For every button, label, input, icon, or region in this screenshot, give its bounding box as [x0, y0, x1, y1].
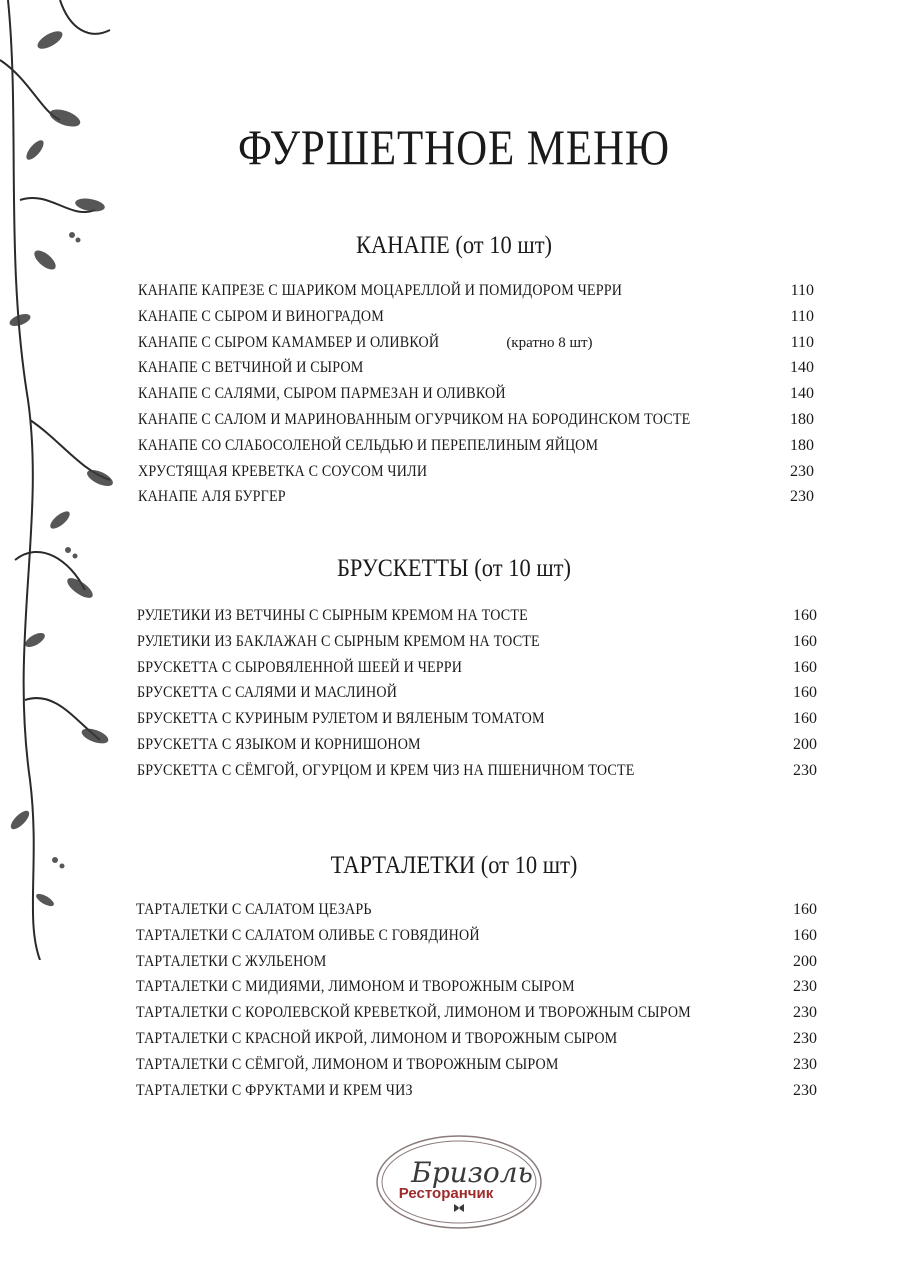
item-name: БРУСКЕТТА С КУРИНЫМ РУЛЕТОМ И ВЯЛЕНЫМ ТОМАТОМ: [137, 710, 545, 728]
item-price: 230: [793, 1029, 817, 1047]
list-item: [138, 278, 814, 304]
item-name: ХРУСТЯЩАЯ КРЕВЕТКА С СОУСОМ ЧИЛИ: [138, 462, 428, 480]
list-item: [138, 304, 814, 330]
list-item: [136, 897, 817, 923]
item-name: ТАРТАЛЕТКИ С ФРУКТАМИ И КРЕМ ЧИЗ: [136, 1081, 413, 1099]
item-price: 160: [793, 607, 817, 624]
list-item: [136, 974, 817, 1000]
item-price: 230: [790, 488, 814, 506]
bruschetta-list: [137, 603, 817, 784]
list-item: [138, 381, 814, 407]
item-price: 110: [790, 282, 814, 299]
item-note: (кратно 8 шт): [506, 334, 593, 351]
item-name: ТАРТАЛЕТКИ С КОРОЛЕВСКОЙ КРЕВЕТКОЙ, ЛИМОНОМ И ТВОРОЖНЫМ СЫРОМ: [136, 1004, 691, 1022]
item-name: КАНАПЕ С СЫРОМ И ВИНОГРАДОМ: [138, 307, 384, 325]
logo-label: Ресторанчик: [398, 1185, 494, 1202]
section-title-canape: КАНАПЕ (от 10 шт): [355, 232, 553, 259]
item-price: 230: [793, 761, 817, 779]
item-name: ТАРТАЛЕТКИ С МИДИЯМИ, ЛИМОНОМ И ТВОРОЖНЫМ СЫРОМ: [136, 978, 575, 996]
section-title-bruschetta: БРУСКЕТТЫ (от 10 шт): [337, 555, 571, 582]
item-price: 230: [790, 462, 814, 480]
item-name: БРУСКЕТТА С СЁМГОЙ, ОГУРЦОМ И КРЕМ ЧИЗ НА ПШЕНИЧНОМ ТОСТЕ: [137, 761, 635, 779]
item-name: КАНАПЕ АЛЯ БУРГЕР: [138, 488, 286, 506]
item-name: ТАРТАЛЕТКИ С ЖУЛЬЕНОМ: [136, 952, 327, 970]
list-item: [136, 1000, 817, 1026]
list-item: [137, 732, 817, 758]
item-price: 160: [793, 684, 817, 702]
canape-list: [138, 278, 814, 510]
item-price: 230: [793, 1055, 817, 1073]
list-item: [137, 629, 817, 655]
item-price: 140: [790, 359, 814, 377]
list-item: [136, 1026, 817, 1052]
item-price: 160: [793, 632, 817, 650]
list-item: [137, 603, 817, 629]
list-item: [136, 949, 817, 975]
item-price: 180: [790, 436, 814, 454]
item-name: КАНАПЕ КАПРЕЗЕ С ШАРИКОМ МОЦАРЕЛЛОЙ И ПОМИДОРОМ ЧЕРРИ: [138, 282, 623, 299]
item-name: КАНАПЕ С САЛОМ И МАРИНОВАННЫМ ОГУРЧИКОМ НА БОРОДИНСКОМ ТОСТЕ: [138, 410, 691, 428]
item-name: БРУСКЕТТА С САЛЯМИ И МАСЛИНОЙ: [137, 684, 398, 702]
item-price: 160: [793, 926, 817, 944]
item-name: ТАРТАЛЕТКИ С САЛАТОМ ОЛИВЬЕ С ГОВЯДИНОЙ: [136, 926, 480, 944]
item-price: 160: [793, 710, 817, 728]
logo-emblem: [374, 1132, 544, 1232]
item-price: 230: [793, 978, 817, 996]
item-name: БРУСКЕТТА С ЯЗЫКОМ И КОРНИШОНОМ: [137, 735, 421, 753]
item-price: 160: [793, 901, 817, 918]
item-name: КАНАПЕ С САЛЯМИ, СЫРОМ ПАРМЕЗАН И ОЛИВКОЙ: [138, 385, 506, 403]
item-name: КАНАПЕ СО СЛАБОСОЛЕНОЙ СЕЛЬДЬЮ И ПЕРЕПЕЛИНЫМ ЯЙЦОМ: [138, 436, 599, 454]
item-name: РУЛЕТИКИ ИЗ БАКЛАЖАН С СЫРНЫМ КРЕМОМ НА ТОСТЕ: [137, 632, 540, 650]
list-item: [138, 355, 814, 381]
section-title-tartlets: ТАРТАЛЕТКИ (от 10 шт): [330, 852, 578, 879]
list-item: [138, 407, 814, 433]
list-item: [138, 459, 814, 485]
list-item: [137, 758, 817, 784]
item-price: 110: [790, 333, 814, 351]
item-price: 160: [793, 658, 817, 676]
list-item: [136, 1052, 817, 1078]
item-name: КАНАПЕ С СЫРОМ КАМАМБЕР И ОЛИВКОЙ: [138, 333, 440, 351]
restaurant-logo: [374, 1132, 544, 1232]
logo-script-text: Бризоль: [411, 1156, 533, 1189]
item-name: РУЛЕТИКИ ИЗ ВЕТЧИНЫ С СЫРНЫМ КРЕМОМ НА ТОСТЕ: [137, 607, 528, 624]
list-item: [138, 433, 814, 459]
list-item: [138, 484, 814, 510]
item-name: ТАРТАЛЕТКИ С СЁМГОЙ, ЛИМОНОМ И ТВОРОЖНЫМ СЫРОМ: [136, 1055, 559, 1073]
list-item: [137, 680, 817, 706]
item-price: 230: [793, 1004, 817, 1022]
item-price: 110: [790, 307, 814, 325]
list-item: [137, 706, 817, 732]
tartlets-list: [136, 897, 817, 1103]
item-price: 140: [790, 385, 814, 403]
item-name: КАНАПЕ С ВЕТЧИНОЙ И СЫРОМ: [138, 359, 364, 377]
item-price: 230: [793, 1081, 817, 1099]
list-item: [136, 923, 817, 949]
list-item: [136, 1078, 817, 1104]
item-name: ТАРТАЛЕТКИ С КРАСНОЙ ИКРОЙ, ЛИМОНОМ И ТВОРОЖНЫМ СЫРОМ: [136, 1029, 618, 1047]
item-name: БРУСКЕТТА С СЫРОВЯЛЕННОЙ ШЕЕЙ И ЧЕРРИ: [137, 658, 463, 676]
item-name: ТАРТАЛЕТКИ С САЛАТОМ ЦЕЗАРЬ: [136, 901, 372, 918]
list-item: [138, 330, 814, 356]
item-price: 200: [793, 952, 817, 970]
item-price: 200: [793, 735, 817, 753]
item-price: 180: [790, 410, 814, 428]
menu-title: ФУРШЕТНОЕ МЕНЮ: [238, 119, 670, 175]
list-item: [137, 655, 817, 681]
